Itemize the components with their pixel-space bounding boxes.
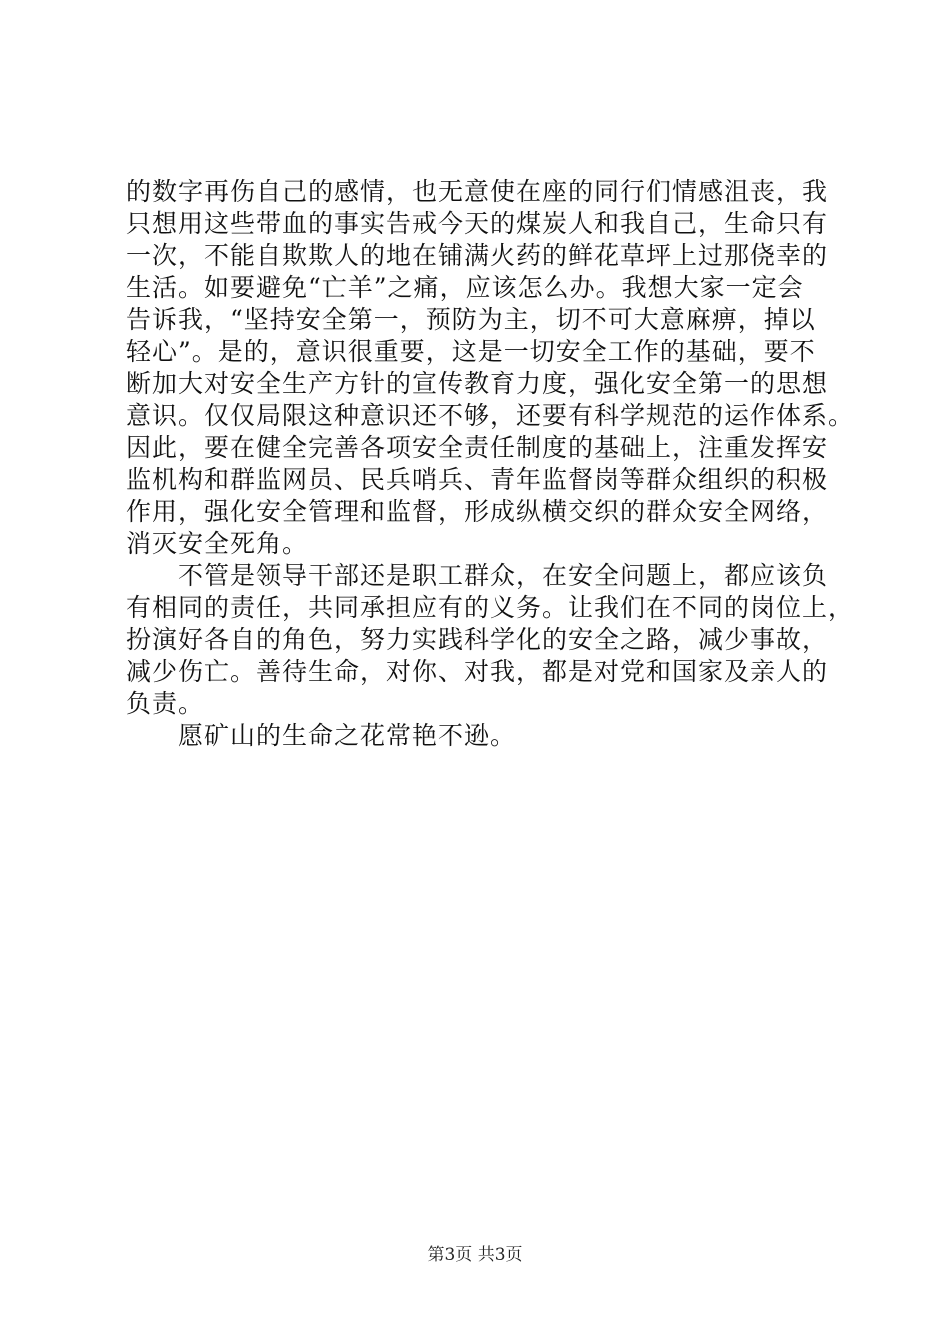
- text-line: 监机构和群监网员、民兵哨兵、青年监督岗等群众组织的积极: [126, 465, 829, 494]
- text-line: 生活。如要避免“亡羊”之痛，应该怎么办。我想大家一定会: [126, 273, 804, 302]
- text-line: 作用，强化安全管理和监督，形成纵横交织的群众安全网络，: [126, 497, 829, 526]
- text-line: 减少伤亡。善待生命，对你、对我，都是对党和国家及亲人的: [126, 657, 829, 686]
- text-line: 的数字再伤自己的感情，也无意使在座的同行们情感沮丧，我: [126, 177, 829, 206]
- text-line: 因此，要在健全完善各项安全责任制度的基础上，注重发挥安: [126, 433, 829, 462]
- text-line: 意识。仅仅局限这种意识还不够，还要有科学规范的运作体系。: [126, 401, 855, 430]
- text-line: 消灭安全死角。: [126, 529, 309, 558]
- text-line: 轻心”。是的，意识很重要，这是一切安全工作的基础，要不: [126, 337, 816, 366]
- text-line: 断加大对安全生产方针的宣传教育力度，强化安全第一的思想: [126, 369, 829, 398]
- text-line: 只想用这些带血的事实告戒今天的煤炭人和我自己，生命只有: [126, 209, 829, 238]
- text-line: 一次，不能自欺欺人的地在铺满火药的鲜花草坪上过那侥幸的: [126, 241, 829, 270]
- text-line: 有相同的责任，共同承担应有的义务。让我们在不同的岗位上，: [126, 593, 855, 622]
- page-number-footer: 第3页 共3页: [427, 1245, 523, 1265]
- body-text: [126, 176, 855, 752]
- text-line: 负责。: [126, 689, 205, 718]
- text-line: 愿矿山的生命之花常艳不逊。: [126, 721, 517, 750]
- text-line: 扮演好各自的角色，努力实践科学化的安全之路，减少事故，: [126, 625, 829, 654]
- text-line: 不管是领导干部还是职工群众，在安全问题上，都应该负: [126, 561, 829, 590]
- text-line: 告诉我，“坚持安全第一，预防为主，切不可大意麻痹，掉以: [126, 305, 816, 334]
